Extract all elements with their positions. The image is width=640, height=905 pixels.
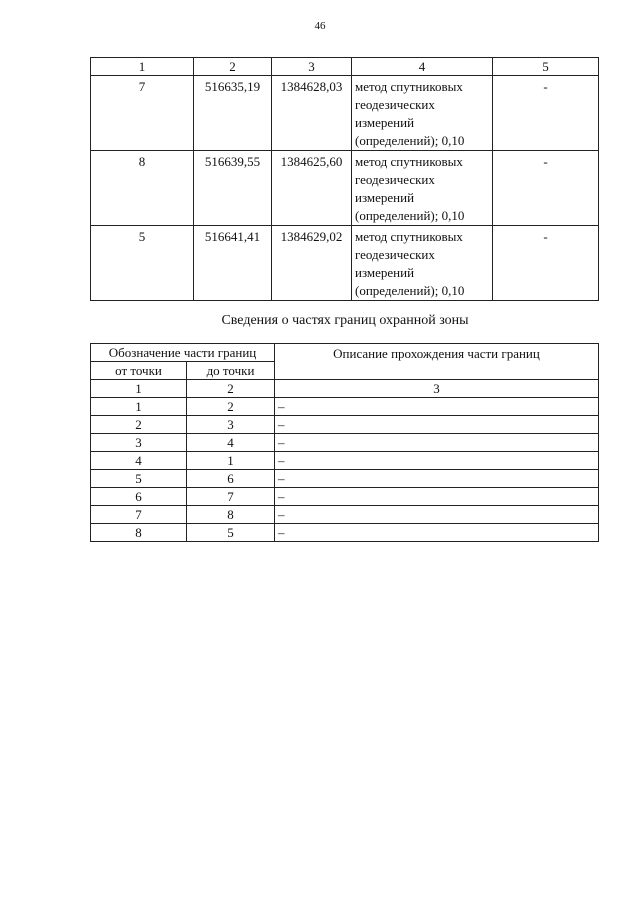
table-row [91,488,599,506]
method-line: (определений); 0,10 [355,283,465,298]
y-coordinate: 1384629,02 [272,226,352,301]
boundary-parts-table [90,343,599,542]
method-line: геодезических [355,172,435,187]
method-line: (определений); 0,10 [355,133,465,148]
table-row [91,470,599,488]
note-cell: - [493,151,599,226]
section-title: Сведения о частях границ охранной зоны [221,313,469,328]
description-header: Описание прохождения части границ [275,344,599,380]
description: – [275,452,599,470]
page-number: 46 [314,20,326,32]
to-point: 3 [187,416,275,434]
from-point: 7 [91,506,187,524]
method-line: измерений [355,265,415,280]
table-row [91,506,599,524]
method-cell [352,226,493,301]
from-point: 2 [91,416,187,434]
point-number: 8 [91,151,194,226]
method-cell [352,76,493,151]
method-line: измерений [355,115,415,130]
description: – [275,488,599,506]
to-point: 7 [187,488,275,506]
from-point-header: от точки [91,362,187,380]
from-point: 1 [91,398,187,416]
coordinates-table [90,57,599,301]
table-row [91,524,599,542]
table-row [91,434,599,452]
to-point: 6 [187,470,275,488]
to-point: 8 [187,506,275,524]
description: – [275,416,599,434]
table-row [91,398,599,416]
table-row [91,416,599,434]
to-point-header: до точки [187,362,275,380]
header-cell-5: 5 [493,58,599,76]
description: – [275,470,599,488]
to-point: 4 [187,434,275,452]
y-coordinate: 1384625,60 [272,151,352,226]
method-line: метод спутниковых [355,229,463,244]
group-header: Обозначение части границ [91,344,275,362]
to-point: 2 [187,398,275,416]
table-row [91,151,599,226]
parts-table-header-row [91,344,599,362]
description: – [275,506,599,524]
to-point: 1 [187,452,275,470]
method-line: (определений); 0,10 [355,208,465,223]
to-point: 5 [187,524,275,542]
description: – [275,524,599,542]
from-point: 4 [91,452,187,470]
method-line: метод спутниковых [355,154,463,169]
description: – [275,398,599,416]
from-point: 3 [91,434,187,452]
header-cell-2: 2 [194,58,272,76]
y-coordinate: 1384628,03 [272,76,352,151]
table-row [91,76,599,151]
point-number: 5 [91,226,194,301]
table-row [91,226,599,301]
x-coordinate: 516641,41 [194,226,272,301]
method-line: метод спутниковых [355,79,463,94]
method-cell [352,151,493,226]
header-cell-1: 1 [91,58,194,76]
table-row [91,452,599,470]
column-number: 3 [275,380,599,398]
coordinates-table-header-row [91,58,599,76]
column-number: 1 [91,380,187,398]
note-cell: - [493,76,599,151]
header-cell-3: 3 [272,58,352,76]
method-line: измерений [355,190,415,205]
column-number: 2 [187,380,275,398]
from-point: 6 [91,488,187,506]
from-point: 5 [91,470,187,488]
note-cell: - [493,226,599,301]
x-coordinate: 516635,19 [194,76,272,151]
header-cell-4: 4 [352,58,493,76]
from-point: 8 [91,524,187,542]
method-line: геодезических [355,247,435,262]
description: – [275,434,599,452]
method-line: геодезических [355,97,435,112]
point-number: 7 [91,76,194,151]
parts-table-number-row [91,380,599,398]
x-coordinate: 516639,55 [194,151,272,226]
